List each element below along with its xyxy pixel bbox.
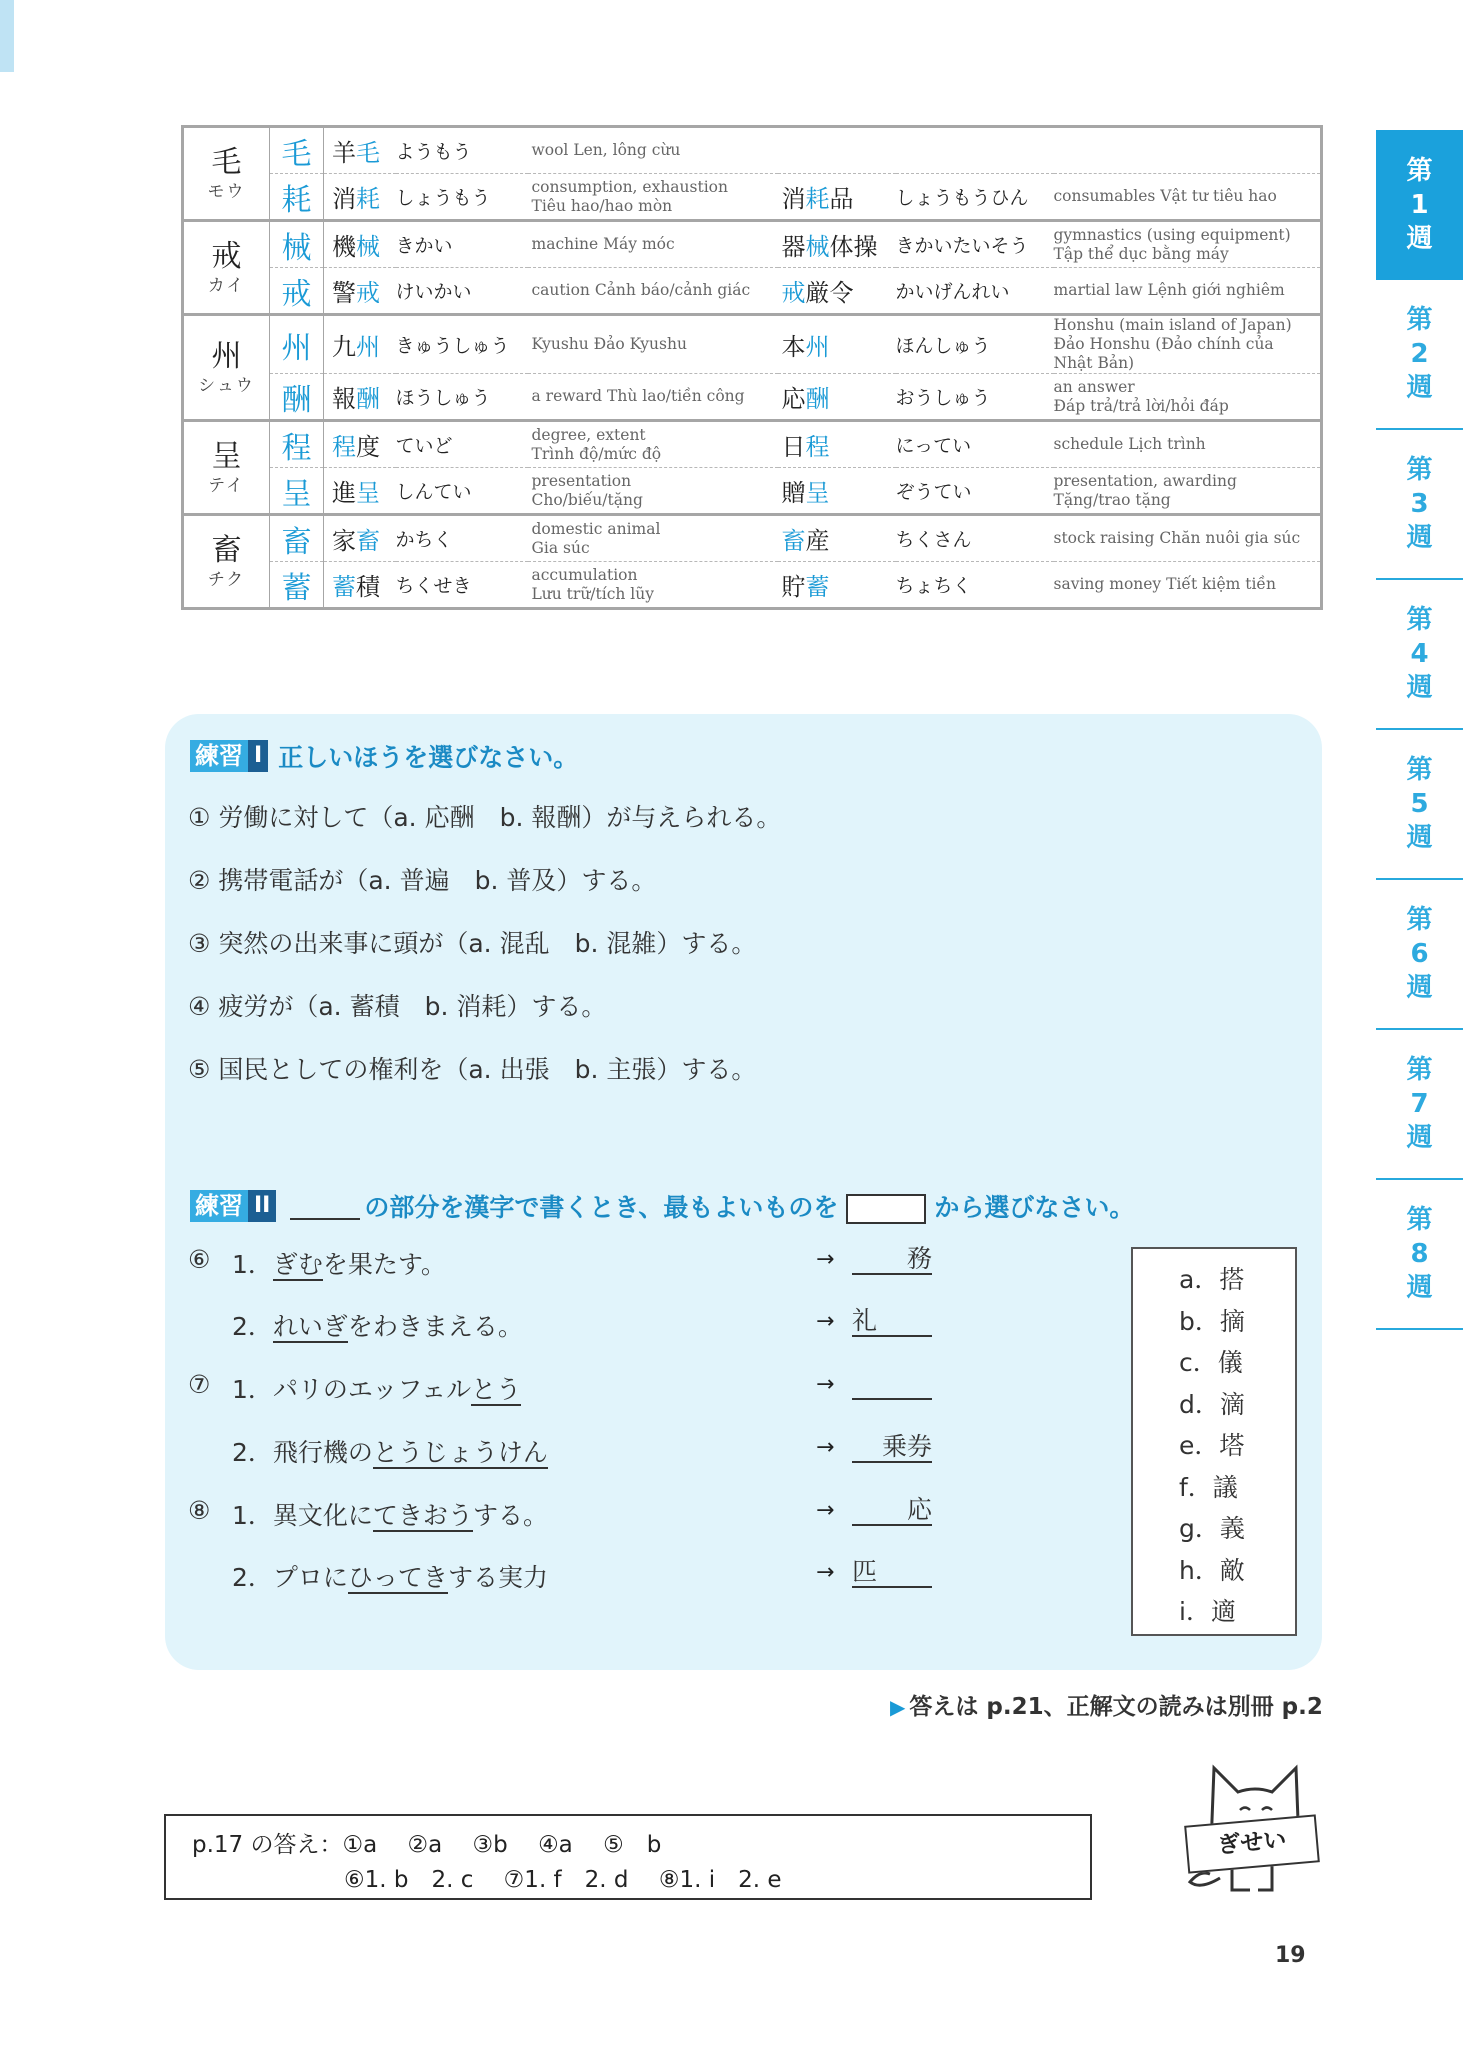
vocab-row <box>183 268 1322 315</box>
meaning: consumables Vật tư tiêu hao <box>1054 174 1322 221</box>
reading: きゅうしゅう <box>396 315 528 374</box>
practice1-title <box>190 738 578 774</box>
meaning: martial law Lệnh giới nghiêm <box>1054 268 1322 315</box>
underlined-reading: とうじょうけん <box>372 1438 548 1467</box>
target-kanji: 程 <box>270 421 324 468</box>
word: 本州 <box>778 315 896 374</box>
onyomi: シュウ <box>198 375 255 396</box>
arrow-icon: → <box>816 1435 835 1460</box>
meaning: saving money Tiết kiệm tiền <box>1054 562 1322 609</box>
practice2-sentence: 2．れいぎをわきまえる。 <box>232 1312 523 1341</box>
week-tab-1[interactable]: 第1週 <box>1376 130 1463 280</box>
onyomi: カイ <box>207 275 246 296</box>
practice1-question-5: ⑤ 国民としての権利を（a. 出張 b. 主張）する。 <box>188 1055 757 1084</box>
choice-item: c．儀 <box>1179 1348 1243 1377</box>
practice1-question-2: ② 携帯電話が（a. 普遍 b. 普及）する。 <box>188 866 657 895</box>
choices-box <box>1131 1247 1297 1636</box>
vocab-row <box>183 562 1322 609</box>
vocab-row <box>183 221 1322 268</box>
reading: きかいたいそう <box>896 221 1054 268</box>
practice2-number: ⑦ <box>188 1370 211 1399</box>
choice-item: h．敵 <box>1179 1555 1245 1585</box>
word: 日程 <box>778 421 896 468</box>
vocab-table <box>181 125 1323 610</box>
word: 九州 <box>324 315 396 374</box>
practice2-instruction-b: から選びなさい。 <box>934 1193 1135 1222</box>
previous-answers-box <box>164 1814 1092 1900</box>
answer-reference-text: 答えは p.21、正解文の読みは別冊 p.2 <box>909 1694 1323 1720</box>
reading: しょうもうひん <box>896 174 1054 221</box>
answer-blank: 匹 <box>852 1556 932 1588</box>
choice-item: g．義 <box>1179 1514 1245 1543</box>
reading: ほうしゅう <box>396 374 528 421</box>
meaning: caution Cảnh báo/cảnh giác <box>528 268 778 315</box>
vocab-row <box>183 468 1322 515</box>
triangle-right-icon: ▶ <box>890 1695 906 1719</box>
week-tab-4[interactable]: 第4週 <box>1376 580 1463 730</box>
reading: かいげんれい <box>896 268 1054 315</box>
base-kanji: 州 <box>211 338 242 374</box>
choice-item: f．議 <box>1179 1472 1238 1502</box>
vocab-row <box>183 421 1322 468</box>
answer-blank: 礼 <box>852 1305 932 1337</box>
meaning: stock raising Chăn nuôi gia súc <box>1054 515 1322 562</box>
target-kanji: 戒 <box>270 268 324 315</box>
meaning: presentation, awarding Tặng/trao tặng <box>1054 468 1322 515</box>
reading: ちくせき <box>396 562 528 609</box>
target-kanji: 酬 <box>270 374 324 421</box>
cat-sign: ぎせい <box>1184 1814 1320 1873</box>
page-number: 19 <box>1275 1943 1306 1968</box>
underlined-reading: れいぎ <box>272 1312 348 1341</box>
choice-item: d．滴 <box>1179 1389 1245 1419</box>
meaning <box>1054 127 1322 174</box>
base-kanji-cell <box>183 221 270 315</box>
reading: おうしゅう <box>896 374 1054 421</box>
word: 羊毛 <box>324 127 396 174</box>
meaning: an answer Đáp trả/trả lời/hỏi đáp <box>1054 374 1322 421</box>
base-kanji-cell <box>183 315 270 421</box>
meaning: machine Máy móc <box>528 221 778 268</box>
practice2-title <box>190 1188 1134 1224</box>
meaning: Kyushu Đảo Kyushu <box>528 315 778 374</box>
target-kanji: 耗 <box>270 174 324 221</box>
practice1-question-3: ③ 突然の出来事に頭が（a. 混乱 b. 混雑）する。 <box>188 929 757 958</box>
onyomi: テイ <box>208 475 245 496</box>
underlined-reading: ぎむ <box>272 1250 323 1279</box>
reading: しんてい <box>396 468 528 515</box>
practice2-sentence: 2．プロにひってきする実力 <box>232 1563 548 1592</box>
word: 警戒 <box>324 268 396 315</box>
choice-item: a．搭 <box>1179 1265 1245 1294</box>
meaning: Honshu (main island of Japan) Đảo Honshu (Đảo chính của Nhật Bản) <box>1054 315 1322 374</box>
reading: ようもう <box>396 127 528 174</box>
base-kanji-cell <box>183 421 270 515</box>
box-blank <box>846 1194 926 1224</box>
word <box>778 127 896 174</box>
word: 機械 <box>324 221 396 268</box>
meaning: gymnastics (using equipment) Tập thể dục bằng máy <box>1054 221 1322 268</box>
meaning: domestic animal Gia súc <box>528 515 778 562</box>
reading: けいかい <box>396 268 528 315</box>
week-tab-8[interactable]: 第8週 <box>1376 1180 1463 1330</box>
arrow-icon: → <box>816 1309 835 1334</box>
reading: ていど <box>396 421 528 468</box>
word: 消耗 <box>324 174 396 221</box>
answer-blank: 応 <box>852 1494 932 1526</box>
answer-reference <box>890 1688 1323 1721</box>
practice2-sentence: 1．パリのエッフェルとう <box>232 1375 522 1404</box>
meaning: accumulation Lưu trữ/tích lũy <box>528 562 778 609</box>
word: 蓄積 <box>324 562 396 609</box>
reading: ちょちく <box>896 562 1054 609</box>
underlined-reading: とう <box>471 1375 522 1404</box>
practice2-number: ⑥ <box>188 1245 211 1274</box>
practice2-badge-num: II <box>248 1190 276 1222</box>
arrow-icon: → <box>816 1247 835 1272</box>
week-tab-5[interactable]: 第5週 <box>1376 730 1463 880</box>
meaning: schedule Lịch trình <box>1054 421 1322 468</box>
vocab-row <box>183 127 1322 174</box>
underlined-reading: ひってき <box>347 1563 448 1592</box>
target-kanji: 畜 <box>270 515 324 562</box>
onyomi: チク <box>207 569 246 590</box>
reading: かちく <box>396 515 528 562</box>
practice2-number: ⑧ <box>188 1496 211 1525</box>
practice2-sentence: 1．ぎむを果たす。 <box>232 1250 446 1279</box>
base-kanji-cell <box>183 515 270 609</box>
target-kanji: 械 <box>270 221 324 268</box>
meaning: consumption, exhaustion Tiêu hao/hao mòn <box>528 174 778 221</box>
reading: にってい <box>896 421 1054 468</box>
meaning: wool Len, lông cừu <box>528 127 778 174</box>
previous-answers-line1: p.17 の答え：①a ②a ③b ④a ⑤ b <box>192 1832 662 1858</box>
onyomi: モウ <box>207 181 246 202</box>
word: 器械体操 <box>778 221 896 268</box>
word: 報酬 <box>324 374 396 421</box>
vocab-row <box>183 315 1322 374</box>
target-kanji: 毛 <box>270 127 324 174</box>
practice2-badge: 練習 <box>190 1190 248 1222</box>
base-kanji: 毛 <box>211 144 242 180</box>
target-kanji: 蓄 <box>270 562 324 609</box>
base-kanji: 呈 <box>211 438 242 474</box>
arrow-icon: → <box>816 1498 835 1523</box>
practice1-badge: 練習 <box>190 740 248 772</box>
practice1-badge-num: I <box>248 740 268 772</box>
choice-item: b．摘 <box>1179 1306 1245 1336</box>
base-kanji: 戒 <box>211 238 242 274</box>
vocab-row <box>183 174 1322 221</box>
practice1-instruction: 正しいほうを選びなさい。 <box>278 743 579 772</box>
reading <box>896 127 1054 174</box>
week-tab-3[interactable]: 第3週 <box>1376 430 1463 580</box>
week-tab-6[interactable]: 第6週 <box>1376 880 1463 1030</box>
vocab-row <box>183 515 1322 562</box>
word: 進呈 <box>324 468 396 515</box>
word: 戒厳令 <box>778 268 896 315</box>
practice1-question-1: ① 労働に対して（a. 応酬 b. 報酬）が与えられる。 <box>188 803 782 832</box>
word: 消耗品 <box>778 174 896 221</box>
practice2-instruction-a: の部分を漢字で書くとき、最もよいものを <box>364 1193 839 1222</box>
choice-item: i．適 <box>1179 1597 1236 1626</box>
word: 程度 <box>324 421 396 468</box>
reading: ほんしゅう <box>896 315 1054 374</box>
word: 貯蓄 <box>778 562 896 609</box>
target-kanji: 州 <box>270 315 324 374</box>
previous-answers-line2: ⑥1. b 2. c ⑦1. f 2. d ⑧1. i 2. e <box>344 1867 782 1893</box>
meaning: degree, extent Trình độ/mức độ <box>528 421 778 468</box>
word: 贈呈 <box>778 468 896 515</box>
answer-blank <box>852 1368 932 1400</box>
practice1-question-4: ④ 疲労が（a. 蓄積 b. 消耗）する。 <box>188 992 607 1021</box>
reading: きかい <box>396 221 528 268</box>
reading: ぞうてい <box>896 468 1054 515</box>
base-kanji: 畜 <box>211 532 242 568</box>
meaning: a reward Thù lao/tiền công <box>528 374 778 421</box>
arrow-icon: → <box>816 1560 835 1585</box>
target-kanji: 呈 <box>270 468 324 515</box>
practice2-sentence: 1．異文化にてきおうする。 <box>232 1501 548 1530</box>
word: 家畜 <box>324 515 396 562</box>
underline-blank <box>290 1196 360 1220</box>
word: 応酬 <box>778 374 896 421</box>
practice2-sentence: 2．飛行機のとうじょうけん <box>232 1438 548 1467</box>
meaning: presentation Cho/biếu/tặng <box>528 468 778 515</box>
reading: ちくさん <box>896 515 1054 562</box>
week-tab-2[interactable]: 第2週 <box>1376 280 1463 430</box>
choice-item: e．塔 <box>1179 1431 1245 1460</box>
base-kanji-cell <box>183 127 270 221</box>
arrow-icon: → <box>816 1372 835 1397</box>
week-nav <box>1376 130 1463 1330</box>
vocab-row <box>183 374 1322 421</box>
reading: しょうもう <box>396 174 528 221</box>
answer-blank: 務 <box>852 1243 932 1275</box>
word: 畜産 <box>778 515 896 562</box>
corner-tab <box>0 0 14 72</box>
week-tab-7[interactable]: 第7週 <box>1376 1030 1463 1180</box>
answer-blank: 乗券 <box>852 1431 932 1463</box>
underlined-reading: てきおう <box>372 1501 473 1530</box>
